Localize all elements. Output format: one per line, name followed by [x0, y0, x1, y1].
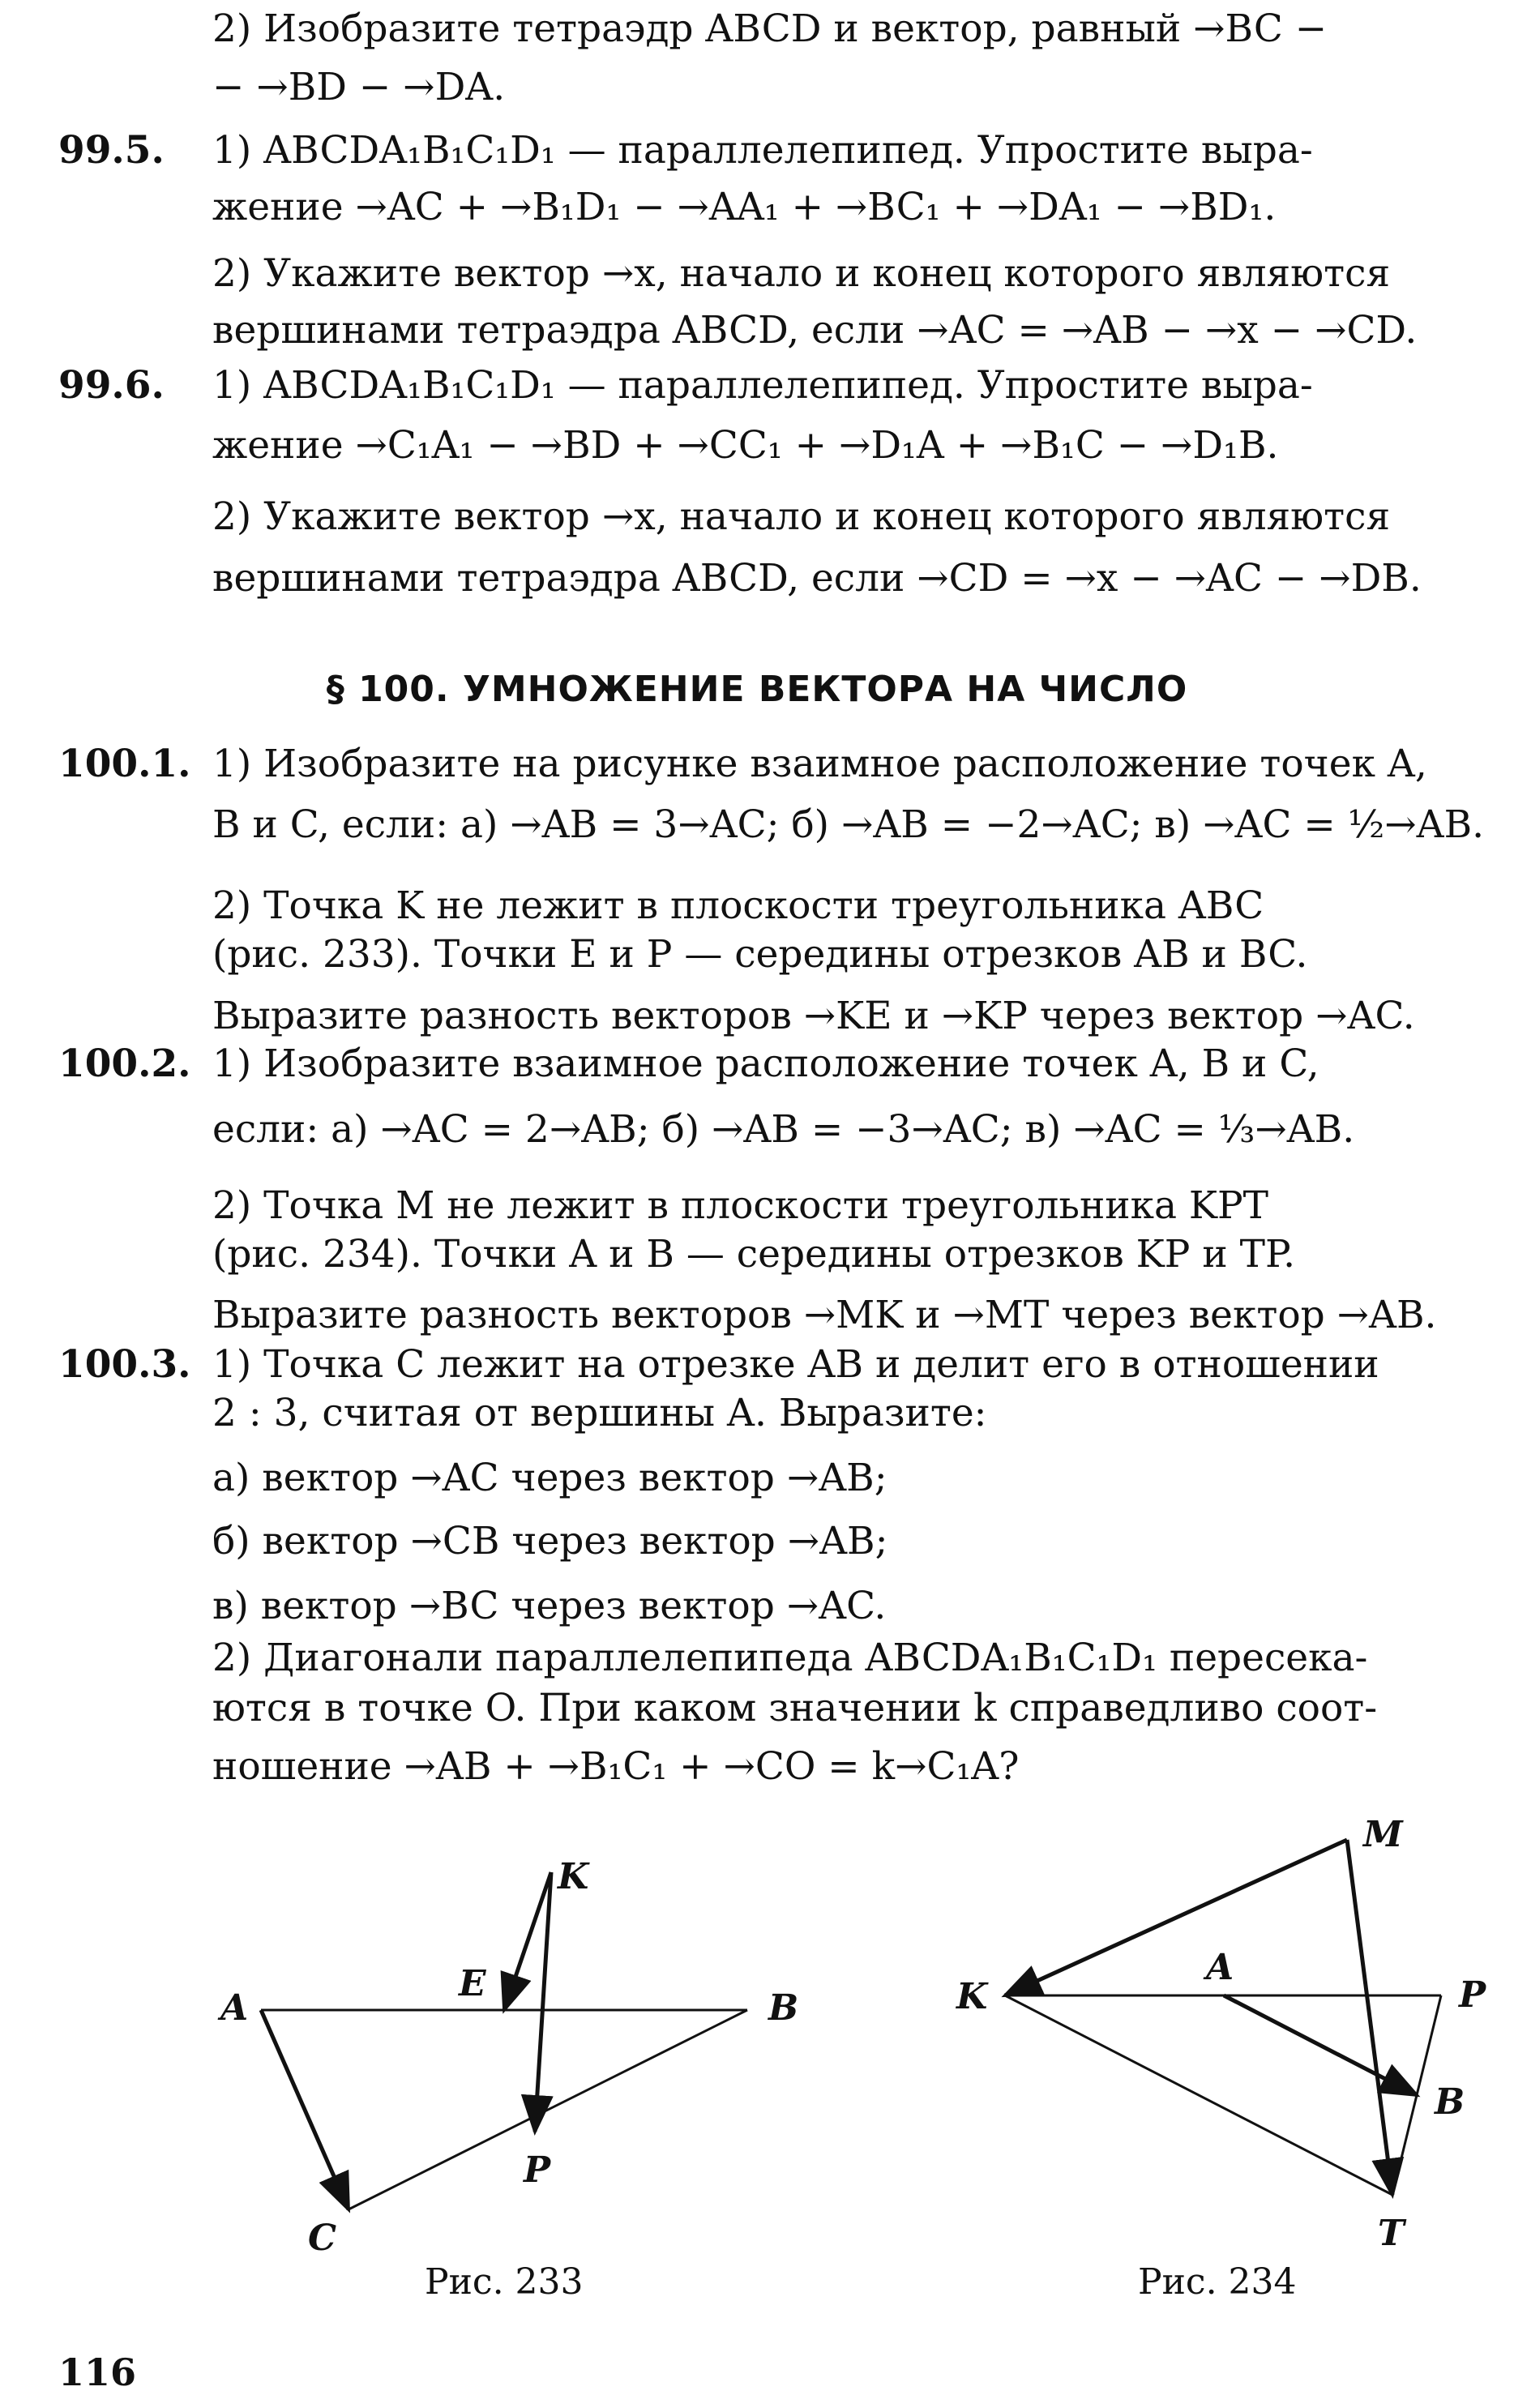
text-line: жение →C₁A₁ − →BD + →CC₁ + →D₁A + →B₁C − →D₁B. [212, 423, 1279, 468]
label-A: A [1206, 1947, 1234, 1988]
figure-233 [261, 1872, 747, 2209]
text-line: ются в точке O. При каком значении k справедливо соот- [212, 1686, 1378, 1730]
text-line: ношение →AB + →B₁C₁ + →CO = k→C₁A? [212, 1744, 1020, 1789]
text-line: (рис. 233). Точки E и P — середины отрезков AB и BC. [212, 932, 1308, 977]
text-line: б) вектор →CB через вектор →AB; [212, 1519, 888, 1563]
figure-233-caption: Рис. 233 [425, 2261, 584, 2303]
label-C: C [308, 2218, 337, 2259]
problem-number-100-3: 100.3. [58, 1342, 191, 1387]
label-B: B [1435, 2081, 1465, 2123]
text-line: 2) Изобразите тетраэдр ABCD и вектор, равный →BC − [212, 6, 1328, 51]
problem-number-100-1: 100.1. [58, 742, 191, 786]
label-P: P [524, 2149, 551, 2191]
text-line: если: а) →AC = 2→AB; б) →AB = −3→AC; в) →AC = ⅓→AB. [212, 1107, 1355, 1152]
label-T: T [1378, 2213, 1405, 2254]
label-A: A [220, 1987, 249, 2029]
label-K: K [956, 1976, 988, 2017]
text-line: 1) Изобразите на рисунке взаимное расположение точек A, [212, 742, 1427, 786]
segment-KT [1005, 1995, 1392, 2195]
text-line: B и C, если: а) →AB = 3→AC; б) →AB = −2→AC; в) →AC = ½→AB. [212, 802, 1485, 847]
problem-number-99-5: 99.5. [58, 128, 165, 173]
figure-233-labels [217, 1856, 798, 2259]
text-line: вершинами тетраэдра ABCD, если →CD = →x − →AC − →DB. [212, 556, 1422, 601]
vector-MK [1005, 1840, 1347, 1995]
label-K: K [558, 1856, 589, 1897]
figure-234-labels [955, 1814, 1487, 2254]
section-heading: § 100. УМНОЖЕНИЕ ВЕКТОРА НА ЧИСЛО [326, 669, 1188, 710]
text-line: − →BD − →DA. [212, 65, 506, 109]
vector-AB [1224, 1995, 1417, 2095]
segment-AC [261, 2010, 349, 2209]
label-M: M [1363, 1814, 1403, 1855]
text-line: в) вектор →BC через вектор →AC. [212, 1584, 887, 1628]
problem-number-99-6: 99.6. [58, 363, 165, 408]
text-line: 1) Точка C лежит на отрезке AB и делит его в отношении [212, 1342, 1379, 1387]
problem-number-100-2: 100.2. [58, 1041, 191, 1086]
text-line: 2) Точка K не лежит в плоскости треугольника ABC [212, 883, 1264, 928]
label-E: E [459, 1963, 486, 2004]
figure-234 [1005, 1840, 1441, 2195]
text-line: 2) Укажите вектор →x, начало и конец которого являются [212, 494, 1391, 539]
text-line: (рис. 234). Точки A и B — середины отрезков KP и TP. [212, 1232, 1296, 1277]
text-line: 2) Диагонали параллелепипеда ABCDA₁B₁C₁D₁ пересека- [212, 1636, 1368, 1680]
text-line: 2) Точка M не лежит в плоскости треугольника KPT [212, 1183, 1269, 1228]
text-line: вершинами тетраэдра ABCD, если →AC = →AB − →x − →CD. [212, 308, 1418, 353]
label-B: B [768, 1987, 799, 2029]
text-line: 1) Изобразите взаимное расположение точек A, B и C, [212, 1041, 1319, 1086]
text-line: Выразите разность векторов →MK и →MT через вектор →AB. [212, 1293, 1437, 1337]
text-line: а) вектор →AC через вектор →AB; [212, 1456, 887, 1500]
text-line: 1) ABCDA₁B₁C₁D₁ — параллелепипед. Упростите выра- [212, 363, 1313, 408]
text-line: 1) ABCDA₁B₁C₁D₁ — параллелепипед. Упростите выра- [212, 128, 1313, 173]
page-number: 116 [58, 2350, 137, 2394]
text-line: 2 : 3, считая от вершины A. Выразите: [212, 1391, 987, 1435]
vector-MT [1347, 1840, 1392, 2195]
figure-234-caption: Рис. 234 [1138, 2261, 1297, 2303]
text-line: жение →AC + →B₁D₁ − →AA₁ + →BC₁ + →DA₁ − →BD₁. [212, 185, 1277, 229]
text-line: Выразите разность векторов →KE и →KP через вектор →AC. [212, 994, 1415, 1038]
label-P: P [1459, 1974, 1486, 2016]
text-line: 2) Укажите вектор →x, начало и конец которого являются [212, 251, 1391, 296]
